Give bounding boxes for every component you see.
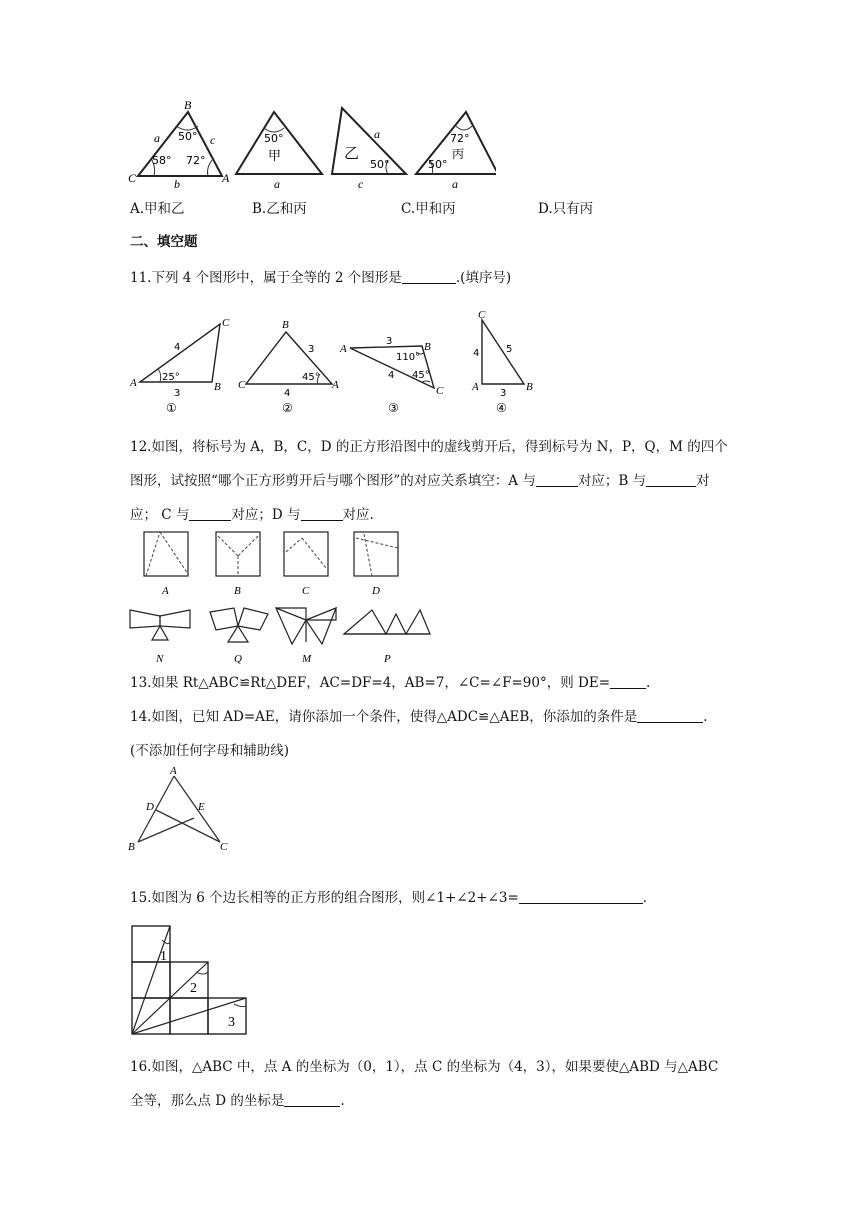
q14-answer-blank[interactable] [637,708,703,723]
q12-blank-b[interactable] [646,472,696,487]
q14-text-after: . [703,709,708,725]
q11-f1-num: ① [166,401,177,415]
q10-option-d: D.只有丙 [538,201,594,217]
q10-t1-label-C: C [128,171,137,185]
q10-t2-jia: 甲 [268,149,282,164]
q16-answer-blank[interactable] [284,1092,340,1107]
q10-t4-bing: 丙 [452,147,465,161]
q15-label-1: 1 [160,949,167,964]
q12-line-3-c: 对应. [342,507,374,523]
q11-text-before: 11.下列 4 个图形中，属于全等的 2 个图形是 [130,270,402,286]
q11-f3-label-B: B [424,341,431,353]
q11-f1-label-B: B [214,381,221,393]
q11-f3-side-4: 4 [388,370,395,381]
q12-square-A [144,532,188,597]
q11-f4-num: ④ [496,401,507,415]
q12-square-B [216,532,260,597]
q12-shape-M [276,608,336,665]
q12-square-D [354,532,398,597]
q10-t4-angle-72: 72° [450,132,470,145]
q10-t1-angle-58: 58° [152,154,172,167]
q15-label-2: 2 [190,981,197,996]
q12-shape-P [344,610,430,665]
q14-note: (不添加任何字母和辅助线) [130,743,290,759]
q10-triangle-2 [236,112,322,190]
q10-t1-angle-72: 72° [186,154,206,167]
q10-triangle-1 [128,98,230,190]
q10-t1-label-B: B [184,98,192,112]
q11-f3-num: ③ [388,401,399,415]
q14-label-B: B [128,841,135,852]
q10-t3-side-c: c [358,177,364,190]
q11-f4-side-4: 4 [473,348,480,359]
q12-line-3-b: 对应；D 与 [231,507,301,523]
q12-label-M: M [302,653,312,665]
q11-f2-side-3: 3 [308,344,315,355]
q15-label-3: 3 [228,1015,235,1030]
q10-triangles-figure [126,98,496,190]
q11-f4-side-3: 3 [500,388,507,399]
q14-label-A: A [170,766,177,777]
q10-triangle-3 [332,108,406,190]
q12-label-A: A [162,585,169,597]
q12-square-C [284,532,328,597]
q14-question [130,707,708,727]
q11-f3-label-C: C [436,385,444,397]
q12-squares-figure [126,528,426,598]
q15-text-before: 15.如图为 6 个边长相等的正方形的组合图形，则∠1+∠2+∠3= [130,890,519,906]
section-title: 二、填空题 [130,234,198,250]
q12-label-B: B [234,585,241,597]
q11-f4-label-C: C [478,309,486,321]
q12-blank-a[interactable] [536,472,578,487]
q11-f4-label-B: B [526,381,533,393]
q11-figures [126,306,546,418]
q11-f1-side-4: 4 [174,342,181,353]
q10-t4-angle-50: 50° [428,158,448,171]
q12-line-2-b: 对应；B 与 [577,473,647,489]
q11-figure-4 [471,309,533,415]
q10-t3-yi: 乙 [344,144,360,162]
q10-option-a: A.甲和乙 [130,201,185,217]
q16-line-2-after: . [340,1093,345,1109]
q11-answer-blank[interactable] [402,269,456,284]
q11-f3-label-A: A [340,343,347,355]
q16-line-1: 16.如图，△ABC 中，点 A 的坐标为（0，1），点 C 的坐标为（4，3），如果要使△ABD 与△ABC [130,1059,719,1075]
q10-t3-angle-50: 50° [370,158,390,171]
q12-line-2 [130,471,710,491]
q16-line-2-before: 全等，那么点 D 的坐标是 [130,1093,285,1109]
q12-line-1: 12.如图，将标号为 A，B，C，D 的正方形沿图中的虚线剪开后，得到标号为 N，P，Q，M 的四个 [130,439,728,455]
q12-blank-d[interactable] [301,506,343,521]
q12-line-3 [130,505,374,525]
q12-blank-c[interactable] [189,506,231,521]
q10-t2-angle-50: 50° [264,132,284,145]
q11-f3-angle-45: 45° [412,370,430,381]
q12-label-N: N [156,653,164,665]
q12-line-2-c: 对 [696,473,710,489]
q12-shape-Q [210,608,268,665]
q10-t1-angle-50: 50° [178,130,198,143]
q11-figure-3 [339,336,444,415]
q15-figure [126,920,252,1038]
q14-figure [126,766,236,852]
q11-f3-angle-110: 110° [396,352,421,363]
q11-f2-angle-45: 45° [302,372,320,383]
q14-label-D: D [146,801,154,813]
q14-text-before: 14.如图，已知 AD=AE，请你添加一个条件，使得△ADC≌△AEB，你添加的条件是 [130,709,638,725]
q11-f2-label-B: B [282,319,289,331]
q10-t1-side-a: a [154,131,160,145]
q10-t1-side-c: c [210,133,216,147]
q11-f1-side-3: 3 [174,388,181,399]
q11-f2-label-A: A [332,379,339,391]
q16-line-2 [130,1091,345,1111]
q11-f2-side-4: 4 [284,388,291,399]
q11-f4-side-5: 5 [506,344,513,355]
q11-f2-num: ② [282,401,293,415]
q14-label-C: C [220,841,228,852]
q12-label-P: P [384,653,391,665]
q13-text-before: 13.如果 Rt△ABC≌Rt△DEF，AC=DF=4，AB=7，∠C=∠F=90°，则 DE= [130,675,611,691]
q10-t1-label-A: A [222,171,230,185]
q12-line-2-a: 图形，试按照“哪个正方形剪开后与哪个图形”的对应关系填空：A 与 [130,473,536,489]
q11-f3-side-3: 3 [386,336,393,347]
q11-figure-2 [238,319,339,415]
q11-f1-angle-25: 25° [162,372,180,383]
q10-t3-side-a: a [374,127,380,141]
q10-t2-side-a: a [274,177,280,190]
q10-option-c: C.甲和丙 [401,201,456,217]
q11-f4-label-A: A [472,381,479,393]
q12-line-3-a: 应； C 与 [130,507,190,523]
q10-t4-side-a: a [452,177,458,190]
q12-label-Q: Q [234,653,242,665]
q11-figure-1 [129,317,230,415]
q11-f1-label-A: A [130,377,137,389]
q12-shapes-figure [126,600,436,668]
q14-label-E: E [198,801,205,813]
q10-option-b: B.乙和丙 [252,201,307,217]
q15-text-after: . [642,890,648,906]
q11-f2-label-C: C [238,379,246,391]
q11-f1-label-C: C [222,317,230,329]
q13-question [130,673,650,693]
q12-label-D: D [372,585,380,597]
q15-question [130,888,647,908]
q13-text-after: . [646,675,651,691]
q10-triangle-4 [416,112,496,190]
q13-answer-blank[interactable] [610,674,646,689]
q11-question [130,268,511,288]
q12-shape-N [130,610,190,665]
q15-answer-blank[interactable] [519,889,643,904]
q10-t1-side-b: b [174,177,180,190]
q12-label-C: C [302,585,310,597]
q11-text-after: .(填序号) [455,270,512,286]
